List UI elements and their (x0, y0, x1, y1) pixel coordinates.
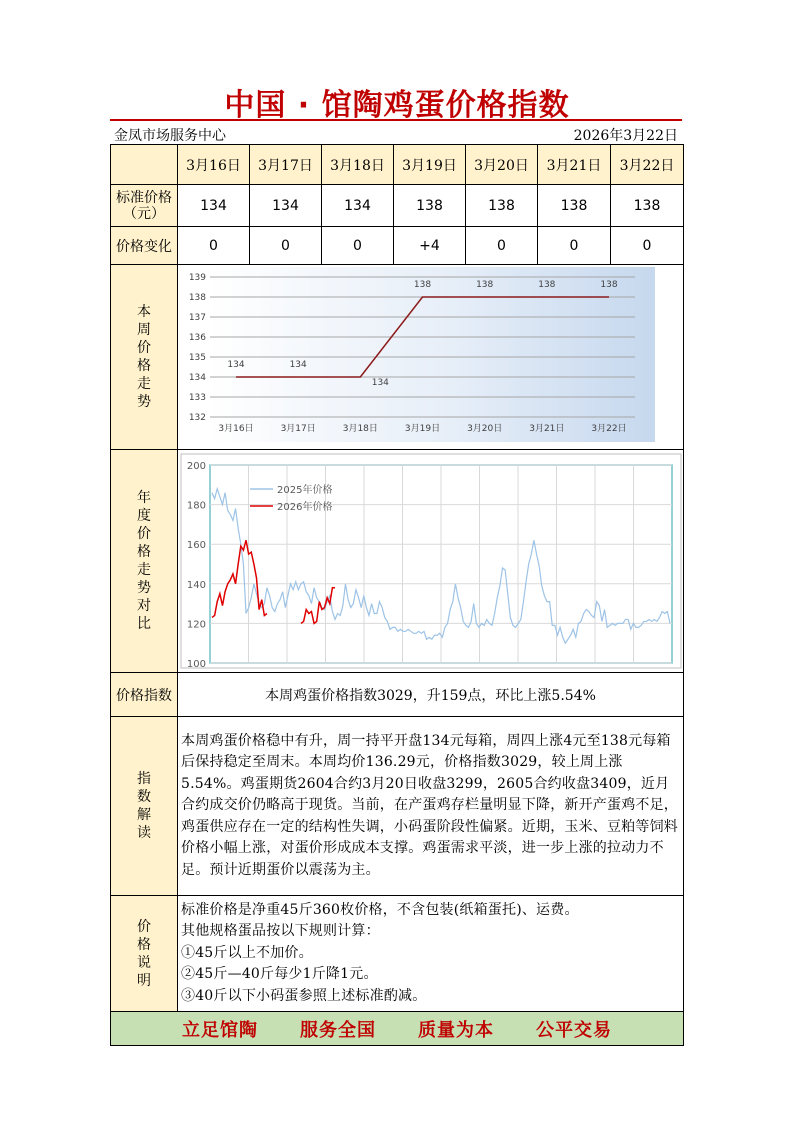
report-date: 2026年3月22日 (573, 128, 678, 144)
weekly-trend-label (111, 265, 178, 450)
change-label: 价格变化 (111, 227, 178, 265)
price-label-text: 标准价格（元） (116, 189, 172, 222)
bottom-divider (110, 1045, 683, 1046)
notes-row (111, 896, 684, 1012)
label-char: 价 (137, 918, 151, 935)
yearly-trend-row (111, 450, 684, 673)
analysis-text: 本周鸡蛋价格稳中有升，周一持平开盘134元每箱，周四上涨4元至138元每箱后保持稳定至周末。本周均价136.29元，价格指数3029，较上周上涨5.54%。鸡蛋期货2604合约3月20日收盘3299，2605合约收盘3409，近月合约成交价仍略高于现货。当前，在产蛋鸡存栏量明显下降，新开产蛋鸡不足，鸡蛋供应存在一定的结构性失调，小码蛋阶段性偏紧。近期，玉米、豆粕等饲料价格小幅上涨，对蛋价形成成本支撑。鸡蛋需求平淡，进一步上涨的拉动力不足。预计近期蛋价以震荡为主。 (178, 717, 684, 896)
label-char: 解 (137, 807, 151, 823)
title-divider (110, 119, 682, 121)
date-cell: 3月17日 (250, 145, 322, 185)
analysis-label (111, 717, 178, 896)
weekly-trend-row (111, 265, 684, 450)
label-char: 势 (137, 394, 151, 410)
chart-frame (181, 454, 681, 668)
date-cell: 3月18日 (322, 145, 394, 185)
slogan-item: 公平交易 (536, 1019, 612, 1041)
label-char: 走 (137, 376, 151, 392)
label-char: 对 (137, 598, 151, 614)
y-tick-label: 180 (186, 500, 206, 512)
data-label: 134 (371, 378, 389, 388)
change-cell: 0 (250, 227, 322, 265)
date-cell: 3月20日 (466, 145, 538, 185)
y-tick-label: 137 (188, 313, 206, 323)
date-cell: 3月22日 (611, 145, 684, 185)
slogan-item: 立足馆陶 (182, 1019, 258, 1041)
page-title: 中国 · 馆陶鸡蛋价格指数 (224, 88, 570, 123)
weekly-price-chart (180, 267, 682, 447)
change-cell: 0 (178, 227, 250, 265)
yearly-price-chart (180, 453, 682, 669)
label-char: 明 (137, 972, 151, 989)
data-label: 134 (289, 360, 307, 370)
change-cell: 0 (466, 227, 538, 265)
legend-label: 2025年价格 (277, 485, 333, 496)
data-label: 138 (538, 280, 556, 290)
x-tick-label: 3月19日 (404, 424, 441, 434)
notes-cell (178, 896, 684, 1012)
date-cell: 3月21日 (538, 145, 611, 185)
legend-label: 2026年价格 (277, 502, 333, 513)
y-tick-label: 120 (186, 619, 206, 631)
slogan-item: 质量为本 (418, 1019, 494, 1041)
change-cell: 0 (538, 227, 611, 265)
date-cell: 3月16日 (178, 145, 250, 185)
y-tick-label: 139 (188, 273, 206, 283)
price-cell: 138 (538, 185, 611, 227)
y-tick-label: 100 (186, 659, 206, 669)
label-char: 格 (137, 544, 151, 560)
x-tick-label: 3月18日 (342, 424, 378, 434)
label-char: 本 (137, 304, 151, 320)
price-cell: 134 (250, 185, 322, 227)
yearly-chart-cell (178, 450, 684, 673)
price-label (111, 185, 178, 227)
slogan-row (111, 1012, 684, 1046)
price-cell: 134 (178, 185, 250, 227)
label-char: 比 (137, 616, 151, 632)
label-char: 年 (137, 490, 151, 506)
label-char: 说 (137, 954, 151, 971)
note-line: ①45斤以上不加价。 (181, 944, 313, 961)
price-cell: 138 (466, 185, 538, 227)
analysis-label-text (111, 770, 177, 842)
label-char: 读 (137, 825, 151, 841)
y-tick-label: 134 (188, 373, 206, 383)
note-line: ②45斤—40斤每少1斤降1元。 (181, 966, 378, 983)
weekly-trend-label-text (111, 303, 177, 411)
index-label: 价格指数 (111, 673, 178, 717)
change-cell: 0 (611, 227, 684, 265)
publisher: 金凤市场服务中心 (114, 128, 226, 144)
chart-background (208, 267, 655, 442)
x-tick-label: 3月22日 (591, 424, 627, 434)
price-cell: 134 (322, 185, 394, 227)
y-tick-label: 132 (188, 413, 206, 423)
yearly-trend-label-text (111, 489, 177, 633)
label-char: 指 (137, 771, 151, 787)
label-char: 价 (137, 340, 151, 356)
corner-cell (111, 145, 178, 185)
slogan-bar (111, 1016, 683, 1042)
date-cell: 3月19日 (394, 145, 466, 185)
label-char: 度 (137, 508, 151, 524)
analysis-row (111, 717, 684, 896)
change-cell: +4 (394, 227, 466, 265)
note-line: 标准价格是净重45斤360枚价格，不含包装(纸箱蛋托)、运费。 (181, 901, 579, 918)
index-text: 本周鸡蛋价格指数3029，升159点，环比上涨5.54% (178, 673, 684, 717)
label-char: 走 (137, 562, 151, 578)
index-row (111, 673, 684, 717)
label-char: 价 (137, 526, 151, 542)
label-char: 势 (137, 580, 151, 596)
x-tick-label: 3月17日 (280, 424, 316, 434)
y-tick-label: 160 (186, 540, 206, 552)
change-cell: 0 (322, 227, 394, 265)
y-tick-label: 135 (188, 353, 206, 363)
data-label: 138 (413, 280, 432, 290)
note-line: ③40斤以下小码蛋参照上述标准酌减。 (181, 987, 427, 1004)
y-tick-label: 140 (186, 579, 206, 591)
y-tick-label: 200 (186, 461, 206, 472)
slogan-cell (111, 1012, 684, 1046)
slogan-item: 服务全国 (300, 1019, 376, 1041)
note-line: 其他规格蛋品按以下规则计算： (181, 923, 380, 940)
date-row (111, 145, 684, 185)
data-label: 138 (600, 280, 618, 290)
label-char: 周 (137, 322, 151, 338)
x-tick-label: 3月21日 (529, 424, 565, 434)
y-tick-label: 138 (188, 293, 206, 303)
data-label: 138 (476, 280, 494, 290)
label-char: 数 (137, 789, 151, 805)
data-label: 134 (227, 360, 245, 370)
x-tick-label: 3月16日 (218, 424, 254, 434)
price-cell: 138 (611, 185, 684, 227)
label-char: 格 (137, 936, 151, 953)
weekly-chart-cell (178, 265, 684, 450)
label-char: 格 (137, 358, 151, 374)
x-tick-label: 3月20日 (467, 424, 503, 434)
yearly-trend-label (111, 450, 178, 673)
price-cell: 138 (394, 185, 466, 227)
y-tick-label: 136 (188, 333, 206, 343)
notes-label (111, 896, 178, 1012)
price-row (111, 185, 684, 227)
y-tick-label: 133 (188, 393, 206, 403)
change-row (111, 227, 684, 265)
price-table (110, 144, 684, 1046)
notes-label-text (111, 918, 177, 990)
